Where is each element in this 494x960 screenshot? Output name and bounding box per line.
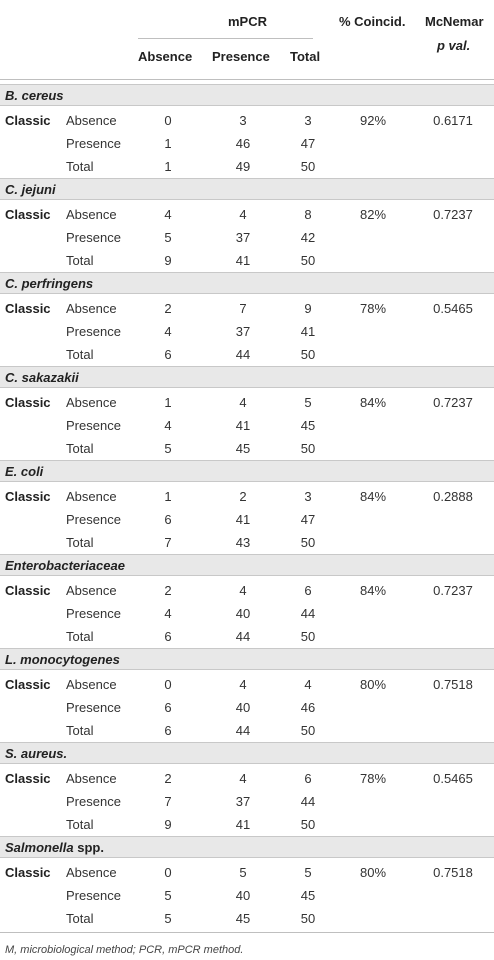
cell-absence: 4 xyxy=(164,324,172,339)
organism-name-suffix: spp. xyxy=(73,840,104,855)
cell-total: 4 xyxy=(304,677,312,692)
row-label: Presence xyxy=(66,230,121,245)
cell-presence: 41 xyxy=(235,253,251,268)
organism-name xyxy=(5,840,104,855)
cell-total: 8 xyxy=(304,207,312,222)
cell-absence: 4 xyxy=(164,606,172,621)
row-label: Total xyxy=(66,347,94,362)
table-row xyxy=(0,508,494,531)
organism-name-italic: Salmonella xyxy=(5,840,74,855)
organism-header-band xyxy=(0,366,494,388)
cell-absence: 2 xyxy=(164,301,172,316)
cell-presence: 4 xyxy=(239,677,247,692)
cell-presence: 40 xyxy=(235,606,251,621)
table-row xyxy=(0,673,494,696)
cell-absence: 7 xyxy=(164,535,172,550)
table-row xyxy=(0,203,494,226)
row-label: Absence xyxy=(66,677,117,692)
organism-header-band xyxy=(0,178,494,200)
cell-coincidence: 80% xyxy=(359,865,387,880)
cell-mcnemar: 0.7237 xyxy=(433,395,473,410)
cell-coincidence: 82% xyxy=(359,207,387,222)
cell-mcnemar: 0.7518 xyxy=(433,677,473,692)
table-header xyxy=(0,0,494,84)
cell-absence: 9 xyxy=(164,253,172,268)
row-label: Total xyxy=(66,159,94,174)
table-row xyxy=(0,719,494,742)
organism-name-italic: C. perfringens xyxy=(5,276,94,291)
cell-absence: 1 xyxy=(164,136,172,151)
footnote: M, microbiological method; PCR, mPCR method. xyxy=(5,944,244,956)
classic-label: Classic xyxy=(5,113,51,128)
cell-total: 45 xyxy=(300,888,316,903)
organism-header-band xyxy=(0,84,494,106)
row-label: Total xyxy=(66,535,94,550)
table-row xyxy=(0,414,494,437)
cell-coincidence: 92% xyxy=(359,113,387,128)
row-label: Presence xyxy=(66,700,121,715)
organism-section xyxy=(0,554,494,648)
table-row xyxy=(0,907,494,930)
table-row xyxy=(0,437,494,460)
organism-name xyxy=(5,370,79,385)
cell-total: 50 xyxy=(300,723,316,738)
row-label: Total xyxy=(66,441,94,456)
organism-section xyxy=(0,84,494,178)
cell-absence: 2 xyxy=(164,771,172,786)
cell-presence: 46 xyxy=(235,136,251,151)
organism-name xyxy=(5,88,64,103)
cell-total: 50 xyxy=(300,441,316,456)
organism-name xyxy=(5,558,125,573)
row-label: Absence xyxy=(66,395,117,410)
organism-header-band xyxy=(0,836,494,858)
organism-section xyxy=(0,460,494,554)
table-row xyxy=(0,767,494,790)
col-presence-header: Presence xyxy=(212,49,270,64)
cell-absence: 5 xyxy=(164,911,172,926)
cell-presence: 5 xyxy=(239,865,247,880)
row-label: Absence xyxy=(66,865,117,880)
cell-absence: 1 xyxy=(164,489,172,504)
cell-absence: 9 xyxy=(164,817,172,832)
cell-total: 41 xyxy=(300,324,316,339)
table-row xyxy=(0,226,494,249)
organism-name xyxy=(5,182,56,197)
organism-header-band xyxy=(0,648,494,670)
organism-section xyxy=(0,178,494,272)
cell-presence: 43 xyxy=(235,535,251,550)
cell-total: 5 xyxy=(304,395,312,410)
header-divider xyxy=(0,79,494,80)
table-row xyxy=(0,155,494,178)
organism-name-italic: B. cereus xyxy=(5,88,64,103)
cell-total: 3 xyxy=(304,113,312,128)
cell-presence: 3 xyxy=(239,113,247,128)
cell-presence: 4 xyxy=(239,771,247,786)
cell-absence: 4 xyxy=(164,418,172,433)
col-absence-header: Absence xyxy=(138,49,193,64)
cell-total: 42 xyxy=(300,230,316,245)
cell-absence: 4 xyxy=(164,207,172,222)
table-row xyxy=(0,696,494,719)
cell-absence: 1 xyxy=(164,395,172,410)
table-row xyxy=(0,297,494,320)
group-underline xyxy=(138,38,313,39)
cell-presence: 37 xyxy=(235,794,251,809)
organism-name xyxy=(5,464,43,479)
cell-presence: 7 xyxy=(239,301,247,316)
table-body xyxy=(0,84,494,930)
row-label: Presence xyxy=(66,606,121,621)
cell-coincidence: 78% xyxy=(359,771,387,786)
cell-mcnemar: 0.6171 xyxy=(433,113,473,128)
cell-absence: 7 xyxy=(164,794,172,809)
classic-label: Classic xyxy=(5,395,51,410)
organism-section xyxy=(0,648,494,742)
organism-section xyxy=(0,836,494,930)
organism-name-italic: C. jejuni xyxy=(5,182,56,197)
cell-coincidence: 84% xyxy=(359,489,387,504)
col-total-header: Total xyxy=(290,49,321,64)
organism-header-band xyxy=(0,742,494,764)
cell-total: 6 xyxy=(304,771,312,786)
cell-presence: 37 xyxy=(235,230,251,245)
organism-name xyxy=(5,746,67,761)
table-row xyxy=(0,109,494,132)
organism-name xyxy=(5,276,93,291)
cell-presence: 4 xyxy=(239,583,247,598)
cell-presence: 40 xyxy=(235,888,251,903)
organism-name-italic: S. aureus. xyxy=(5,746,68,761)
cell-presence: 45 xyxy=(235,441,251,456)
cell-total: 50 xyxy=(300,159,316,174)
cell-absence: 5 xyxy=(164,441,172,456)
organism-name xyxy=(5,652,120,667)
table-row xyxy=(0,485,494,508)
cell-presence: 40 xyxy=(235,700,251,715)
cell-total: 46 xyxy=(300,700,316,715)
cell-total: 50 xyxy=(300,535,316,550)
row-label: Absence xyxy=(66,301,117,316)
classic-label: Classic xyxy=(5,489,51,504)
col-mcnemar-header: McNemar xyxy=(425,14,484,29)
table-row xyxy=(0,320,494,343)
cell-total: 44 xyxy=(300,794,316,809)
row-label: Presence xyxy=(66,136,121,151)
cell-mcnemar: 0.2888 xyxy=(433,489,473,504)
table-row xyxy=(0,249,494,272)
organism-header-band xyxy=(0,554,494,576)
table-row xyxy=(0,132,494,155)
classic-label: Classic xyxy=(5,677,51,692)
cell-total: 50 xyxy=(300,911,316,926)
cell-total: 45 xyxy=(300,418,316,433)
row-label: Total xyxy=(66,723,94,738)
cell-total: 50 xyxy=(300,629,316,644)
cell-absence: 6 xyxy=(164,629,172,644)
cell-presence: 44 xyxy=(235,723,251,738)
row-label: Presence xyxy=(66,418,121,433)
organism-header-band xyxy=(0,460,494,482)
row-label: Total xyxy=(66,629,94,644)
cell-mcnemar: 0.5465 xyxy=(433,301,473,316)
row-label: Presence xyxy=(66,324,121,339)
cell-total: 3 xyxy=(304,489,312,504)
classic-label: Classic xyxy=(5,771,51,786)
cell-presence: 41 xyxy=(235,418,251,433)
cell-absence: 0 xyxy=(164,677,172,692)
classic-label: Classic xyxy=(5,207,51,222)
cell-total: 50 xyxy=(300,347,316,362)
table-row xyxy=(0,884,494,907)
cell-mcnemar: 0.5465 xyxy=(433,771,473,786)
col-mcnemar-pval-header: p val. xyxy=(437,38,471,53)
organism-name-italic: L. monocytogenes xyxy=(5,652,120,667)
cell-absence: 6 xyxy=(164,347,172,362)
table-row xyxy=(0,861,494,884)
cell-mcnemar: 0.7237 xyxy=(433,583,473,598)
cell-presence: 45 xyxy=(235,911,251,926)
row-label: Absence xyxy=(66,207,117,222)
cell-presence: 44 xyxy=(235,347,251,362)
table-row xyxy=(0,625,494,648)
cell-total: 44 xyxy=(300,606,316,621)
cell-presence: 41 xyxy=(235,817,251,832)
cell-presence: 49 xyxy=(235,159,251,174)
cell-coincidence: 84% xyxy=(359,395,387,410)
cell-mcnemar: 0.7518 xyxy=(433,865,473,880)
row-label: Absence xyxy=(66,771,117,786)
cell-mcnemar: 0.7237 xyxy=(433,207,473,222)
table-row xyxy=(0,813,494,836)
cell-absence: 0 xyxy=(164,865,172,880)
table-row xyxy=(0,343,494,366)
cell-total: 47 xyxy=(300,136,316,151)
organism-section xyxy=(0,366,494,460)
col-coincid-header: % Coincid. xyxy=(339,14,406,29)
cell-total: 5 xyxy=(304,865,312,880)
cell-presence: 4 xyxy=(239,207,247,222)
cell-coincidence: 78% xyxy=(359,301,387,316)
row-label: Presence xyxy=(66,512,121,527)
cell-total: 9 xyxy=(304,301,312,316)
table-row xyxy=(0,602,494,625)
classic-label: Classic xyxy=(5,865,51,880)
table-row xyxy=(0,579,494,602)
cell-total: 6 xyxy=(304,583,312,598)
cell-total: 50 xyxy=(300,817,316,832)
cell-absence: 1 xyxy=(164,159,172,174)
organism-name-italic: Enterobacteriaceae xyxy=(5,558,125,573)
classic-label: Classic xyxy=(5,301,51,316)
table-row xyxy=(0,790,494,813)
cell-presence: 37 xyxy=(235,324,251,339)
table-row xyxy=(0,531,494,554)
table-row xyxy=(0,391,494,414)
cell-absence: 6 xyxy=(164,512,172,527)
organism-section xyxy=(0,742,494,836)
cell-total: 50 xyxy=(300,253,316,268)
mpcr-group-label: mPCR xyxy=(228,14,268,29)
row-label: Absence xyxy=(66,113,117,128)
row-label: Presence xyxy=(66,888,121,903)
cell-absence: 2 xyxy=(164,583,172,598)
row-label: Absence xyxy=(66,489,117,504)
cell-presence: 2 xyxy=(239,489,247,504)
row-label: Total xyxy=(66,253,94,268)
cell-absence: 6 xyxy=(164,723,172,738)
cell-absence: 5 xyxy=(164,230,172,245)
organism-name-italic: C. sakazakii xyxy=(5,370,79,385)
cell-presence: 41 xyxy=(235,512,251,527)
organism-header-band xyxy=(0,272,494,294)
cell-absence: 0 xyxy=(164,113,172,128)
cell-absence: 5 xyxy=(164,888,172,903)
cell-coincidence: 84% xyxy=(359,583,387,598)
cell-total: 47 xyxy=(300,512,316,527)
cell-presence: 4 xyxy=(239,395,247,410)
row-label: Total xyxy=(66,911,94,926)
cell-absence: 6 xyxy=(164,700,172,715)
row-label: Presence xyxy=(66,794,121,809)
table-bottom-divider xyxy=(0,932,494,933)
cell-coincidence: 80% xyxy=(359,677,387,692)
row-label: Total xyxy=(66,817,94,832)
classic-label: Classic xyxy=(5,583,51,598)
organism-name-italic: E. coli xyxy=(5,464,44,479)
cell-presence: 44 xyxy=(235,629,251,644)
organism-section xyxy=(0,272,494,366)
row-label: Absence xyxy=(66,583,117,598)
